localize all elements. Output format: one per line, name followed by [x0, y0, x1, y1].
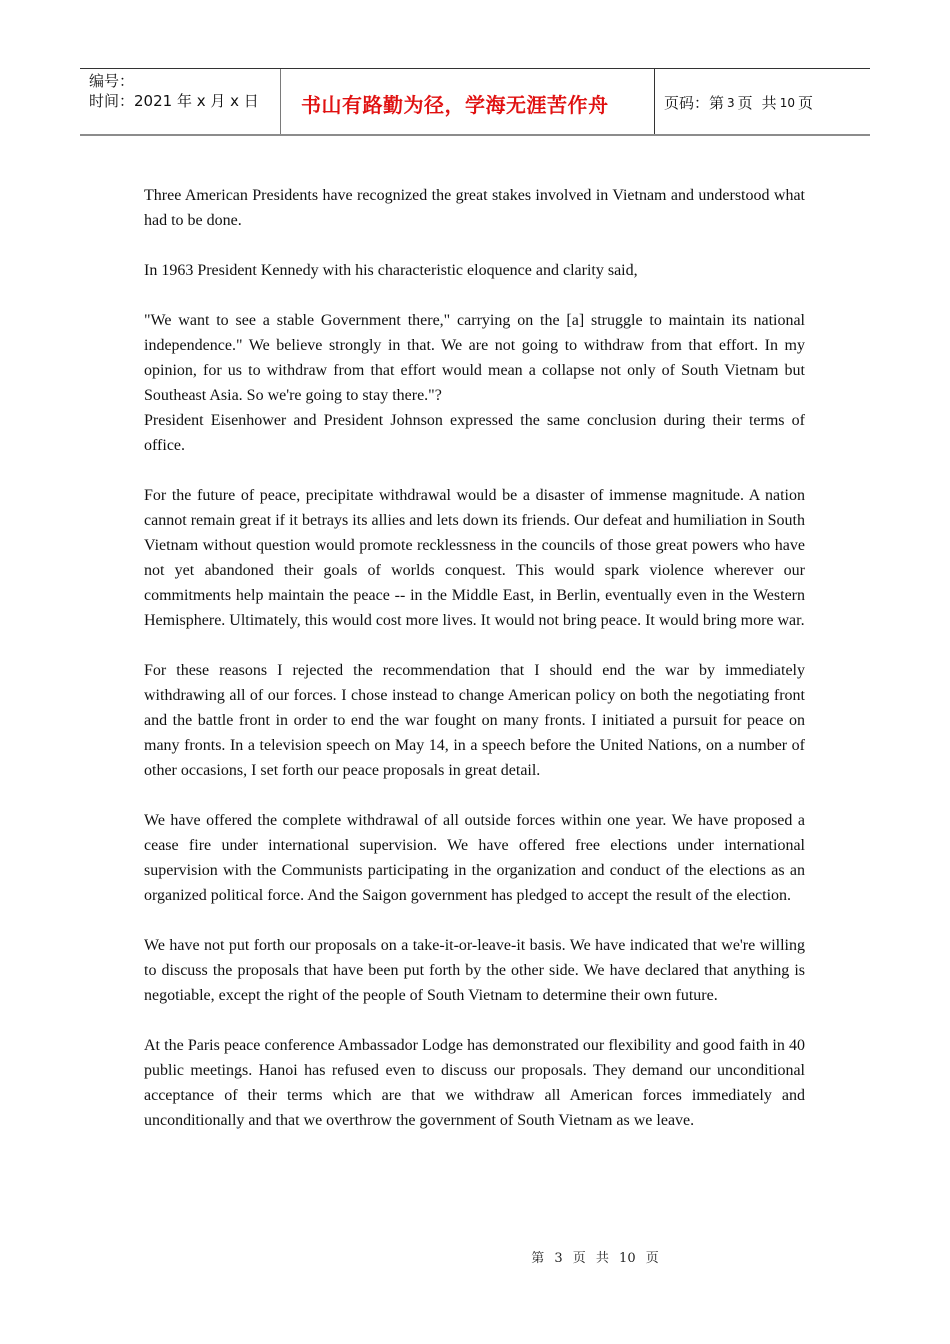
page-total-prefix: 共	[761, 94, 777, 112]
paragraph: President Eisenhower and President Johnson expressed the same conclusion during their terms of office.	[144, 412, 805, 454]
header-page-cell	[655, 69, 870, 134]
serial-number-label: 编号：	[89, 72, 135, 90]
paragraph: Three American Presidents have recognized the great stakes involved in Vietnam and understood what had to be done.	[144, 187, 805, 229]
paragraph: We have offered the complete withdrawal of all outside forces within one year. We have proposed a cease fire under international supervision. We have offered free elections under international supervision with the Communists participating in the organization and conduct of the elections as an organized political force. And the Saigon government has pledged to accept the result of the election.	[144, 812, 805, 904]
page-total: 10	[779, 95, 795, 110]
page-mid: 页	[737, 94, 753, 112]
header-meta-cell	[80, 69, 281, 134]
paragraph: We have not put forth our proposals on a take-it-or-leave-it basis. We have indicated that we're willing to discuss the proposals that have been put forth by the other side. We have declared that anything is negotiable, except the right of the people of South Vietnam to determine their own future.	[144, 937, 805, 1004]
paragraph: In 1963 President Kennedy with his characteristic eloquence and clarity said,	[144, 262, 638, 279]
motto-text: 书山有路勤为径，学海无涯苦作舟	[301, 93, 609, 117]
header-motto-cell	[281, 69, 655, 134]
paragraph-quote: "We want to see a stable Government there," carrying on the [a] struggle to maintain its national independence." We believe strongly in that. We are not going to withdraw from that effort. In my opinion, for us to withdraw from that effort would mean a collapse not only of South Vietnam but Southeast Asia. So we're going to stay there."?	[144, 312, 805, 404]
document-header	[80, 68, 870, 136]
paragraph: For the future of peace, precipitate withdrawal would be a disaster of immense magnitude. A nation cannot remain great if it betrays its allies and lets down its friends. Our defeat and humiliation in South Vietnam without question would promote recklessness in the councils of those great powers who have not yet abandoned their goals of worlds conquest. This would spark violence wherever our commitments help maintain the peace -- in the Middle East, in Berlin, eventually even in the Western Hemisphere. Ultimately, this would cost more lives. It would not bring peace. It would bring more war.	[144, 487, 805, 629]
paragraph: For these reasons I rejected the recommendation that I should end the war by immediately withdrawing all of our forces. I chose instead to change American policy on both the negotiating front and the battle front in order to end the war fought on many fronts. I initiated a pursuit for peace on many fronts. In a television speech on May 14, in a speech before the United Nations, on a number of other occasions, I set forth our peace proposals in great detail.	[144, 662, 805, 779]
date-label: 时间：2021 年 x 月 x 日	[89, 92, 259, 110]
page-label-prefix: 页码：第	[664, 94, 725, 112]
page-current: 3	[727, 95, 735, 110]
document-body	[144, 183, 805, 1158]
paragraph: At the Paris peace conference Ambassador Lodge has demonstrated our flexibility and good faith in 40 public meetings. Hanoi has refused even to discuss our proposals. They demand our unconditional acceptance of their terms which are that we withdraw all American forces immediately and unconditionally and that we overthrow the government of South Vietnam as we leave.	[144, 1037, 805, 1129]
page-footer	[0, 1247, 950, 1266]
page-suffix: 页	[797, 94, 813, 112]
footer-page-number: 第 3 页 共 10 页	[531, 1251, 659, 1266]
